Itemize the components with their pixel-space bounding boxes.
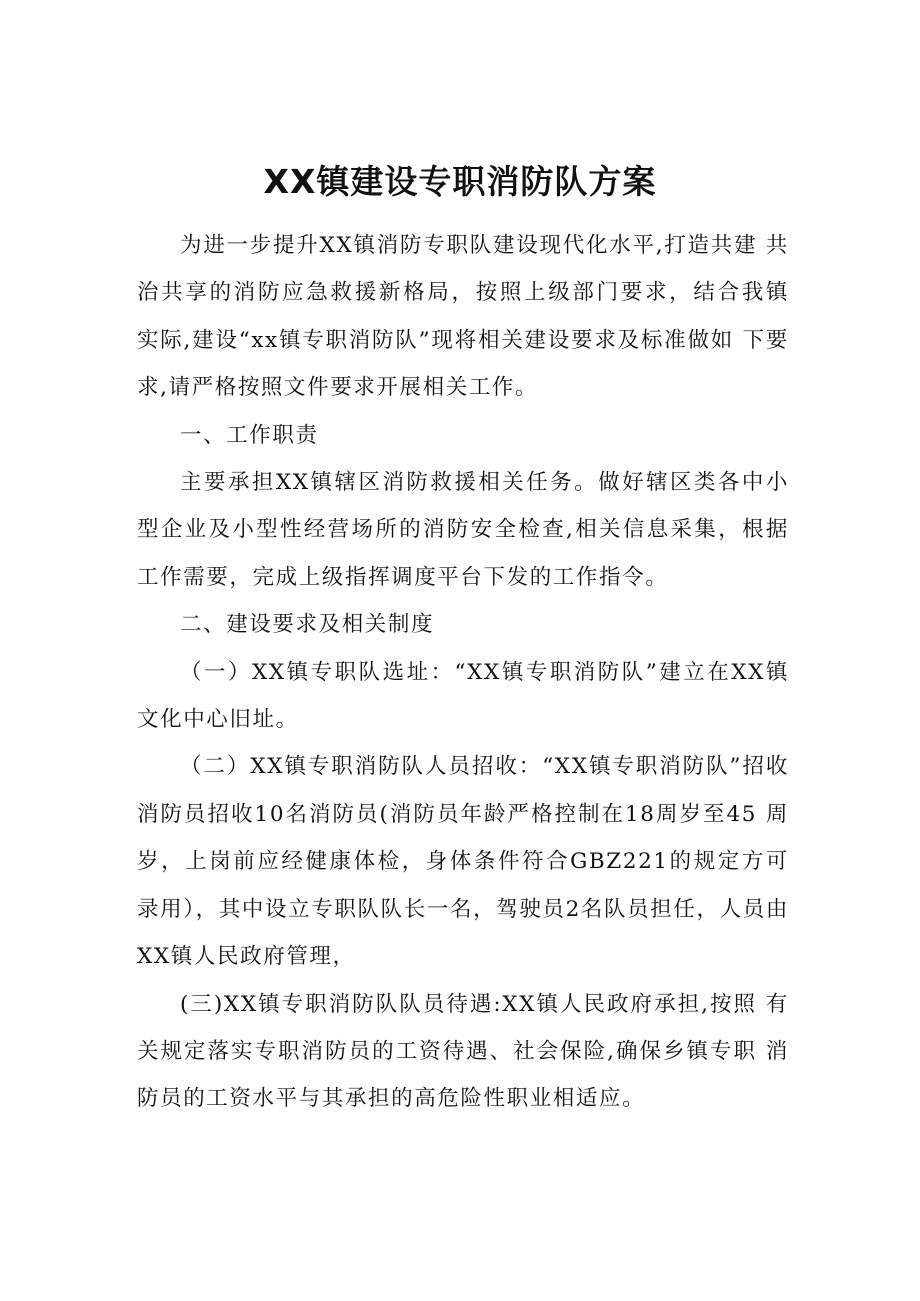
compensation-paragraph: (三)XX镇专职消防队队员待遇:XX镇人民政府承担,按照 有关规定落实专职消防员的工资待遇、社会保险,确保乡镇专职 消防员的工资水平与其承担的高危险性职业相适应。 [137,991,789,1112]
section-heading-requirements: 二、建设要求及相关制度 [180,612,435,638]
intro-paragraph: 为进一步提升XX镇消防专职队建设现代化水平,打造共建 共治共享的消防应急救援新格局，按照上级部门要求，结合我镇 实际,建设“xx镇专职消防队”现将相关建设要求及标准做如 下要求,请严格按照文件要求开展相关工作。 [137,233,789,401]
document-body [137,222,813,1123]
site-selection-paragraph: （一）XX镇专职队选址：“XX镇专职消防队”建立在XX镇文化中心旧址。 [137,659,789,733]
document-title: XX镇建设专职消防队方案 [263,162,657,201]
recruitment-paragraph: （二）XX镇专职消防队人员招收：“XX镇专职消防队”招收消防员招收10名消防员(消防员年龄严格控制在18周岁至45 周岁，上岗前应经健康体检，身体条件符合GBZ221的规定方可 录用），其中设立专职队队长一名，驾驶员2名队员担任，人员由 XX镇人民政府管理， [137,754,813,970]
section-heading-duties: 一、工作职责 [180,422,319,448]
duties-paragraph: 主要承担XX镇辖区消防救援相关任务。做好辖区类各中小 型企业及小型性经营场所的消防安全检查,相关信息采集，根据 工作需要，完成上级指挥调度平台下发的工作指令。 [137,470,789,590]
